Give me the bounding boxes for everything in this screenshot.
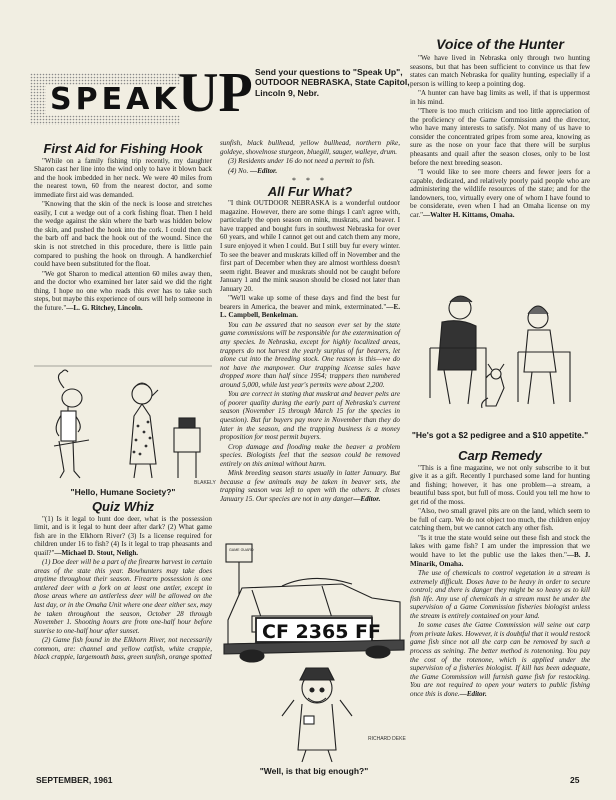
quiz-answer-text: (4) No. bbox=[228, 166, 249, 175]
quiz-answer: (3) Residents under 16 do not need a permit to fish. bbox=[228, 157, 375, 166]
column-right bbox=[410, 54, 590, 220]
carp-paragraph: "Also, two small gravel pits are on the land, which seem to be full of carp. We do not object too much, the children enjoy catching them, but we cannot catch any other fish. bbox=[410, 507, 590, 533]
first-aid-paragraph bbox=[34, 270, 212, 313]
carp-paragraph bbox=[410, 534, 590, 568]
logo-up-text: UP bbox=[178, 62, 253, 124]
all-fur-paragraph bbox=[220, 294, 400, 320]
cartoon-pedigree-dog bbox=[410, 278, 590, 418]
first-aid-text: "We got Sharon to medical attention 60 miles away then, and the doctor who examined her later said we did the right thing. I hope no one who reads this ever has to take such steps, but maybe this experience of ours will help someone in the future." bbox=[34, 269, 212, 312]
quiz-section bbox=[34, 501, 212, 663]
cartoon-signature: BLAKELY bbox=[194, 480, 216, 486]
letter-signature: —L. G. Ritchey, Lincoln. bbox=[66, 303, 143, 312]
cartoon-humane-society bbox=[34, 366, 216, 486]
section-divider: * * * bbox=[292, 176, 328, 186]
letter-signature: —Michael D. Stout, Neligh. bbox=[54, 548, 139, 557]
letter-signature: —B. J. Minarik, Omaha. bbox=[410, 551, 590, 568]
editor-reply: The use of chemicals to control vegetation in a stream is extremely difficult. Doses have to be heavy in order to secure control; and there is danger they might be so heavy as to kill fish life. Any use of chemicals in a stream must be under the supervision of a Game Commission fisheries biologist unless the stream is entirely contained on your land. bbox=[410, 569, 590, 620]
editor-reply: Crop damage and flooding make the beaver a problem species. Biologists feel that the season could be removed entirely on this animal without harm. bbox=[220, 442, 400, 468]
cartoon-caption: "Hello, Humane Society?" bbox=[70, 487, 176, 497]
letter-signature: —Walter H. Kittams, Omaha. bbox=[423, 210, 515, 219]
carp-text: "Is it true the state would seine out these fish and stock the lakes with game fish? I am under the impression that we would have to let the public use the lakes then." bbox=[410, 533, 590, 560]
voice-paragraph: "We have lived in Nebraska only through two hunting seasons, but that has been sufficient to convince us that few states can match Nebraska for quality hunting, especially if a person is willing to keep a pointing dog. bbox=[410, 54, 590, 88]
editor-signature: —Editor. bbox=[353, 494, 381, 503]
all-fur-heading: All Fur What? bbox=[267, 183, 353, 199]
quiz-answer: (1) Doe deer will be a part of the firearm harvest in certain areas of the state this year. Bowhunters may take does anytime throughout their season. Firearm possession is one antlered deer with a fork on at least one antler, except in those areas where an antlerless deer will be allowed on the last day, or in the Omaha Unit where one deer either sex, may be taken throughout the season, October 28 through November 1. Shooting hours are from one-half hour before sunrise to one-half hour after sunset. bbox=[34, 558, 212, 635]
letter-signature: —E. L. Campbell, Benkelman. bbox=[220, 302, 400, 320]
footer-date: SEPTEMBER, 1961 bbox=[36, 775, 113, 785]
voice-heading: Voice of the Hunter bbox=[436, 36, 564, 52]
column-middle bbox=[220, 139, 400, 504]
voice-text: "I would like to see more cheers and fewer jeers for a capable, dedicated, and relatively poorly paid people who are administering the wildlife resources of the state; and for the landowners, too, virtually every one of whom I have found to be considerate, even when I had an Omaha license on my car." bbox=[410, 168, 590, 219]
logo-speak-text: SPEAK bbox=[46, 85, 185, 115]
quiz-answer: (2) Game fish found in the Elkhorn River, not necessarily common, are: channel and yellow catfish, white crappie, black crappie, largemouth bass, green sunfish, orange spotted bbox=[34, 636, 212, 662]
editor-reply bbox=[410, 621, 590, 698]
cartoon-caption: "Well, is that big enough?" bbox=[259, 766, 369, 776]
quiz-question-text: "(1) Is it legal to hunt doe deer, what is the possession limit, and is it legal to hunt deer after dark? (2) What game fish are in the Elkhorn River? (3) Is a license required for children under 16 to fish? (4) Is it legal to trap pheasants and quail?" bbox=[34, 514, 212, 557]
editor-reply bbox=[220, 469, 400, 503]
editor-signature: —Editor. bbox=[459, 689, 487, 698]
license-plate-text: CF 2365 FF bbox=[262, 621, 381, 643]
column-left bbox=[34, 143, 212, 313]
voice-paragraph bbox=[410, 168, 590, 219]
all-fur-text: "We'll wake up some of these days and find the best fur bearers in America, the beaver and mink, exterminated." bbox=[220, 294, 400, 311]
first-aid-heading: First Aid for Fishing Hook bbox=[43, 141, 203, 156]
carp-paragraph: "This is a fine magazine, we not only subscribe to it but give it as a gift. Recently I purchased some land for hunting and fishing; however, it has one problem—a stream, a beautiful bass spot, but full of moss. Could you tell me how to get rid of the moss. bbox=[410, 463, 590, 506]
speak-up-logo bbox=[30, 55, 253, 155]
first-aid-paragraph: "While on a family fishing trip recently, my daughter Sharon cast her line into the wind only to have it blown back and the hook imbedded in her neck. We were 40 miles from the nearest town, 60 from the nearest doctor, and some immediate first aid was demanded. bbox=[34, 156, 212, 199]
first-aid-paragraph: "Knowing that the skin of the neck is loose and stretches easily, I cut a wedge out of a cork fishing float. Then I held the wedge against the skin where the barb was hidden below the skin, and pushed the hook into the cork. I could then cut the barb off and back the hook out of the wound. Since the skin is not stretched in this procedure, there is little pain compared to pushing the hook on through. A handkerchief could have been substituted for the float. bbox=[34, 200, 212, 269]
page-number: 25 bbox=[570, 775, 580, 785]
quiz-question bbox=[34, 515, 212, 558]
carp-heading: Carp Remedy bbox=[458, 448, 542, 463]
editor-reply: You are correct in stating that muskrat and beaver pelts are of poorer quality during the early part of Nebraska's current season (November 15 through March 15 for the species in question). But fur buyers pay more in November than they do later in the season, and the trapping business is a money proposition for most permit buyers. bbox=[220, 390, 400, 442]
quiz-answer: sunfish, black bullhead, yellow bullhead, northern pike, goldeye, shovelnose sturgeon, bluegill, sauger, walleye, drum. bbox=[220, 139, 400, 156]
voice-paragraph: "A hunter can have bag limits as well, if that is uppermost in his mind. bbox=[410, 89, 590, 106]
editor-signature: —Editor. bbox=[250, 166, 278, 175]
cartoon-caption: "He's got a $2 pedigree and a $10 appetite." bbox=[411, 430, 589, 440]
voice-paragraph: "There is too much criticism and too little appreciation of the proficiency of the Game Commission and the director, who have many interests to satisfy. Not many of us have to consider the concentrated gripes from some area, knowing as sure as the nose on your face that there will be surplus pheasants and quail after the season closes, only to be lost before the next breeding season. bbox=[410, 107, 590, 167]
quiz-heading: Quiz Whiz bbox=[91, 499, 155, 514]
game-guard-sign: GAME GUARD bbox=[229, 548, 254, 552]
carp-section bbox=[410, 450, 590, 699]
submission-intro: Send your questions to "Speak Up", OUTDOOR NEBRASKA, State Capitol, Lincoln 9, Nebr. bbox=[255, 67, 410, 98]
all-fur-paragraph: "I think OUTDOOR NEBRASKA is a wonderful outdoor magazine. However, there are some things I can't agree with, particularly the open season on mink, muskrats, and beaver. I have trapped and bought furs in southwest Nebraska for over 60 years, and while I cannot get out and catch them any more, I sure enjoyed it when I could. But I still buy fur every winter. To see the beaver and muskrats killed off in November and the first part of December when they are almost worthless doesn't seem right. Beaver and muskrats should not be caught before January 1 and the mink season should be closed not later than January 20. bbox=[220, 199, 400, 293]
cartoon-signature: RICHARD DEKE bbox=[368, 736, 406, 742]
quiz-answer bbox=[220, 167, 400, 176]
editor-reply: You can be assured that no season ever set by the state game commissions will be responsible for the extermination of any species. In Nebraska, except for highly localized areas, trappers do not harvest the yearly surplus of fur bearers, let alone cut into the breeding stock. One reason is this—we do not have the manpower. Our trapping license sales have dropped more than half since 1954; trappers then numbered around 5,000, while last year's permits were about 2,200. bbox=[220, 320, 400, 389]
editor-reply-text: In some cases the Game Commission will seine out carp from private lakes. However, it is doubtful that it would restock game fish since not all the carp can be removed by such a process as seining. The better method is rotenoning. You pay the cost of the rotenone, which is applied under the supervision of a fisheries biologist. If kill has been adequate, the Game Commission will furnish game fish for restocking. You are not required to open your waters to public fishing once this is done. bbox=[410, 621, 590, 698]
cartoon-big-fish bbox=[222, 540, 406, 765]
editor-reply-text: Mink breeding season starts usually in latter January. But because a few animals may be taken in beaver sets, the trapping season was left to open with the others. It closes January 15. Our species are not in any danger bbox=[220, 469, 400, 503]
